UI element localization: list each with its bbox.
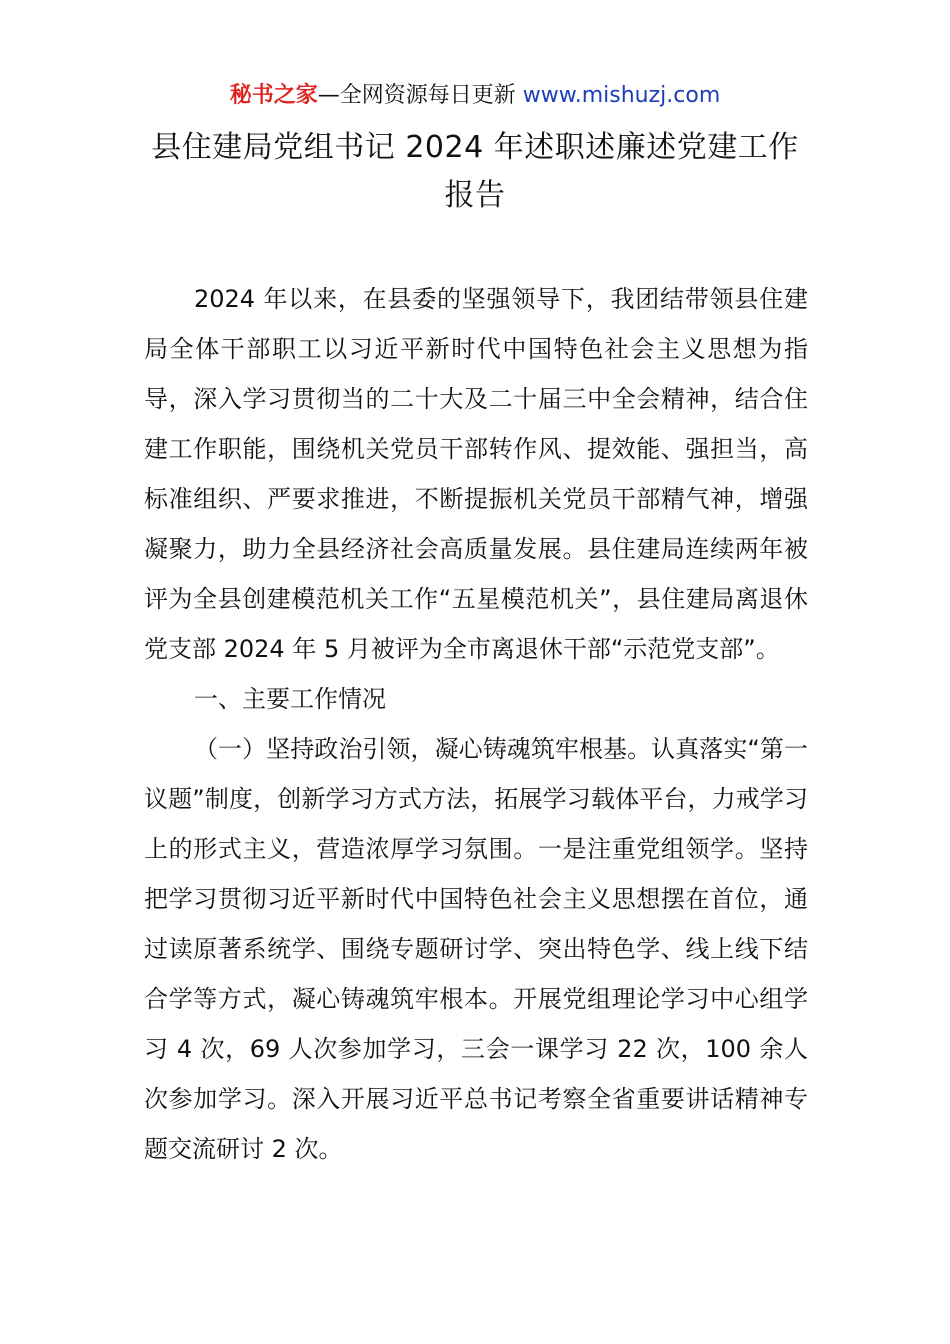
site-url[interactable]: www.mishuzj.com (522, 83, 721, 108)
site-brand: 秘书之家 (229, 83, 318, 108)
title-line-1: 县住建局党组书记 2024 年述职述廉述党建工作 (151, 130, 799, 165)
title-line-2: 报告 (444, 178, 506, 213)
paragraph-intro: 2024 年以来，在县委的坚强领导下，我团结带领县住建局全体干部职工以习近平新时代中国特色社会主义思想为指导，深入学习贯彻当的二十大及二十届三中全会精神，结合住建工作职能，围绕机关党员干部转作风、提效能、强担当，高标准组织、严要求推进，不断提振机关党员干部精气神，增强凝聚力，助力全县经济社会高质量发展。县住建局连续两年被评为全县创建模范机关工作“五星模范机关”，县住建局离退休党支部 2024 年 5 月被评为全市离退休干部“示范党支部”。 (144, 285, 808, 663)
site-header (0, 80, 950, 112)
document-body (144, 274, 808, 1174)
section-heading: 一、主要工作情况 (194, 685, 386, 713)
paragraph-section-1: （一）坚持政治引领，凝心铸魂筑牢根基。认真落实“第一议题”制度，创新学习方式方法，拓展学习载体平台，力戒学习上的形式主义，营造浓厚学习氛围。一是注重党组领学。坚持把学习贯彻习近平新时代中国特色社会主义思想摆在首位，通过读原著系统学、围绕专题研讨学、突出特色学、线上线下结合学等方式，凝心铸魂筑牢根本。开展党组理论学习中心组学习 4 次，69 人次参加学习，三会一课学习 22 次，100 余人次参加学习。深入开展习近平总书记考察全省重要讲话精神专题交流研讨 2 次。 (144, 735, 808, 1163)
document-title (100, 124, 850, 220)
site-slogan: —全网资源每日更新 (317, 83, 523, 108)
